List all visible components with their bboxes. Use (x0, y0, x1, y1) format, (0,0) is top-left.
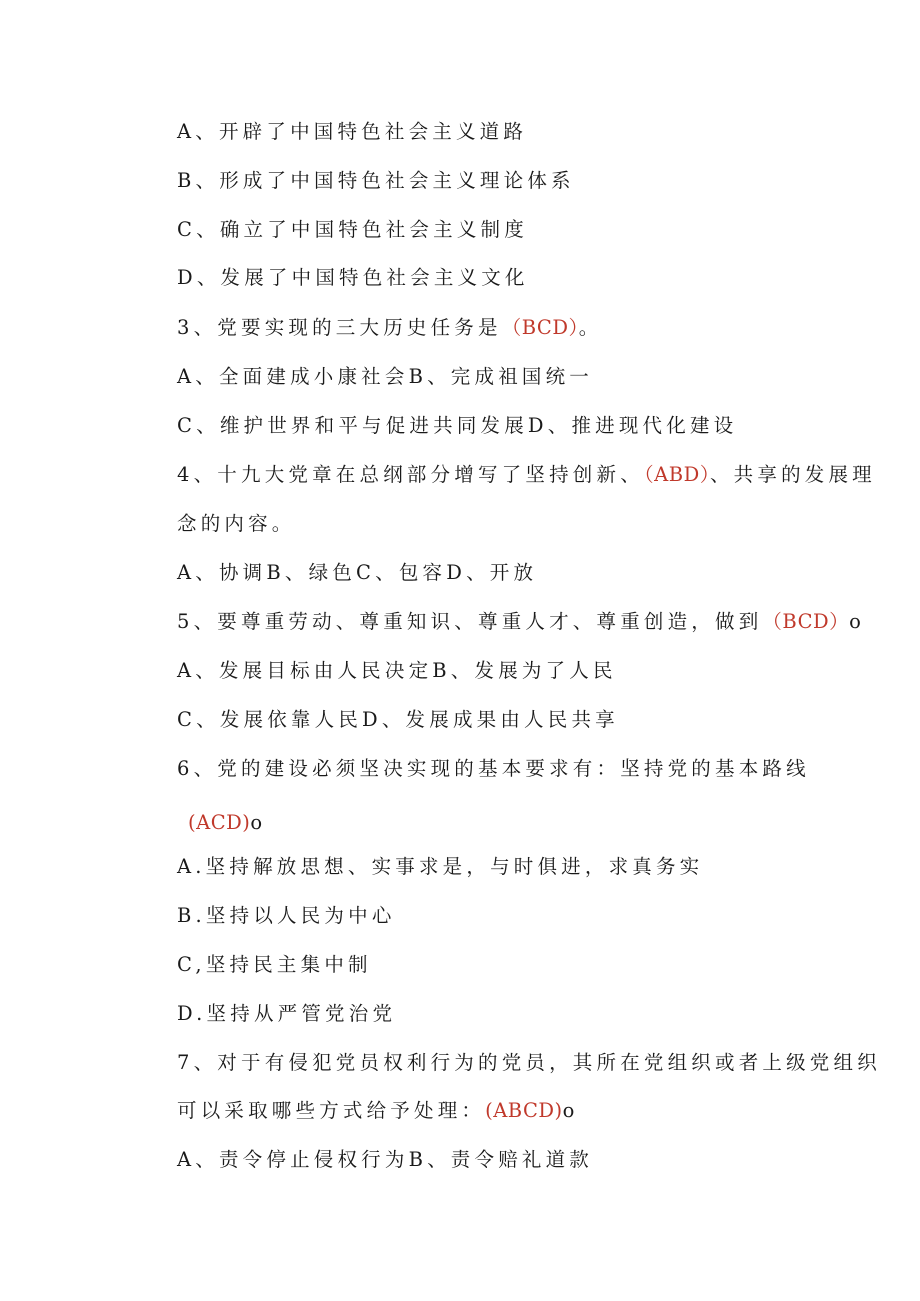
option-line: C,坚持民主集中制 (177, 953, 372, 976)
option-line: A、责令停止侵权行为B、责令赔礼道款 (177, 1148, 594, 1171)
question-6: 6、党的建设必须坚决实现的基本要求有：坚持党的基本路线 (177, 757, 810, 780)
option-line: C、确立了中国特色社会主义制度 (177, 218, 528, 241)
question-4: 4、十九大党章在总纲部分增写了坚持创新、（ABD）、共享的发展理 (177, 463, 876, 486)
option-line: B.坚持以人民为中心 (177, 904, 396, 927)
question-7-continued: 可以采取哪些方式给予处理：(ABCD)o (177, 1099, 579, 1122)
answer-text: （BCD） (762, 610, 850, 633)
question-6-answer: (ACD)o (188, 811, 267, 834)
option-line: A、全面建成小康社会B、完成祖国统一 (177, 365, 594, 388)
question-3: 3、党要实现的三大历史任务是（BCD）。 (177, 316, 603, 339)
option-line: A、协调B、绿色C、包容D、开放 (177, 561, 538, 584)
option-line: B、形成了中国特色社会主义理论体系 (177, 169, 575, 192)
option-line: C、发展依靠人民D、发展成果由人民共享 (177, 708, 619, 731)
answer-text: （ABD） (643, 463, 710, 486)
option-line: D、发展了中国特色社会主义文化 (177, 266, 529, 289)
option-line: A、开辟了中国特色社会主义道路 (177, 120, 528, 143)
question-5: 5、要尊重劳动、尊重知识、尊重人才、尊重创造，做到（BCD）o (177, 610, 866, 633)
answer-text: （BCD） (501, 316, 579, 339)
question-7: 7、对于有侵犯党员权利行为的党员，其所在党组织或者上级党组织 (177, 1051, 881, 1074)
answer-text: (ACD) (188, 811, 251, 834)
option-line: D.坚持从严管党治党 (177, 1002, 397, 1025)
answer-text: (ABCD) (485, 1099, 563, 1122)
option-line: A、发展目标由人民决定B、发展为了人民 (177, 659, 617, 682)
option-line: C、维护世界和平与促进共同发展D、推进现代化建设 (177, 414, 738, 437)
option-line: A.坚持解放思想、实事求是，与时俱进，求真务实 (177, 855, 704, 878)
question-4-continued: 念的内容。 (177, 512, 296, 535)
